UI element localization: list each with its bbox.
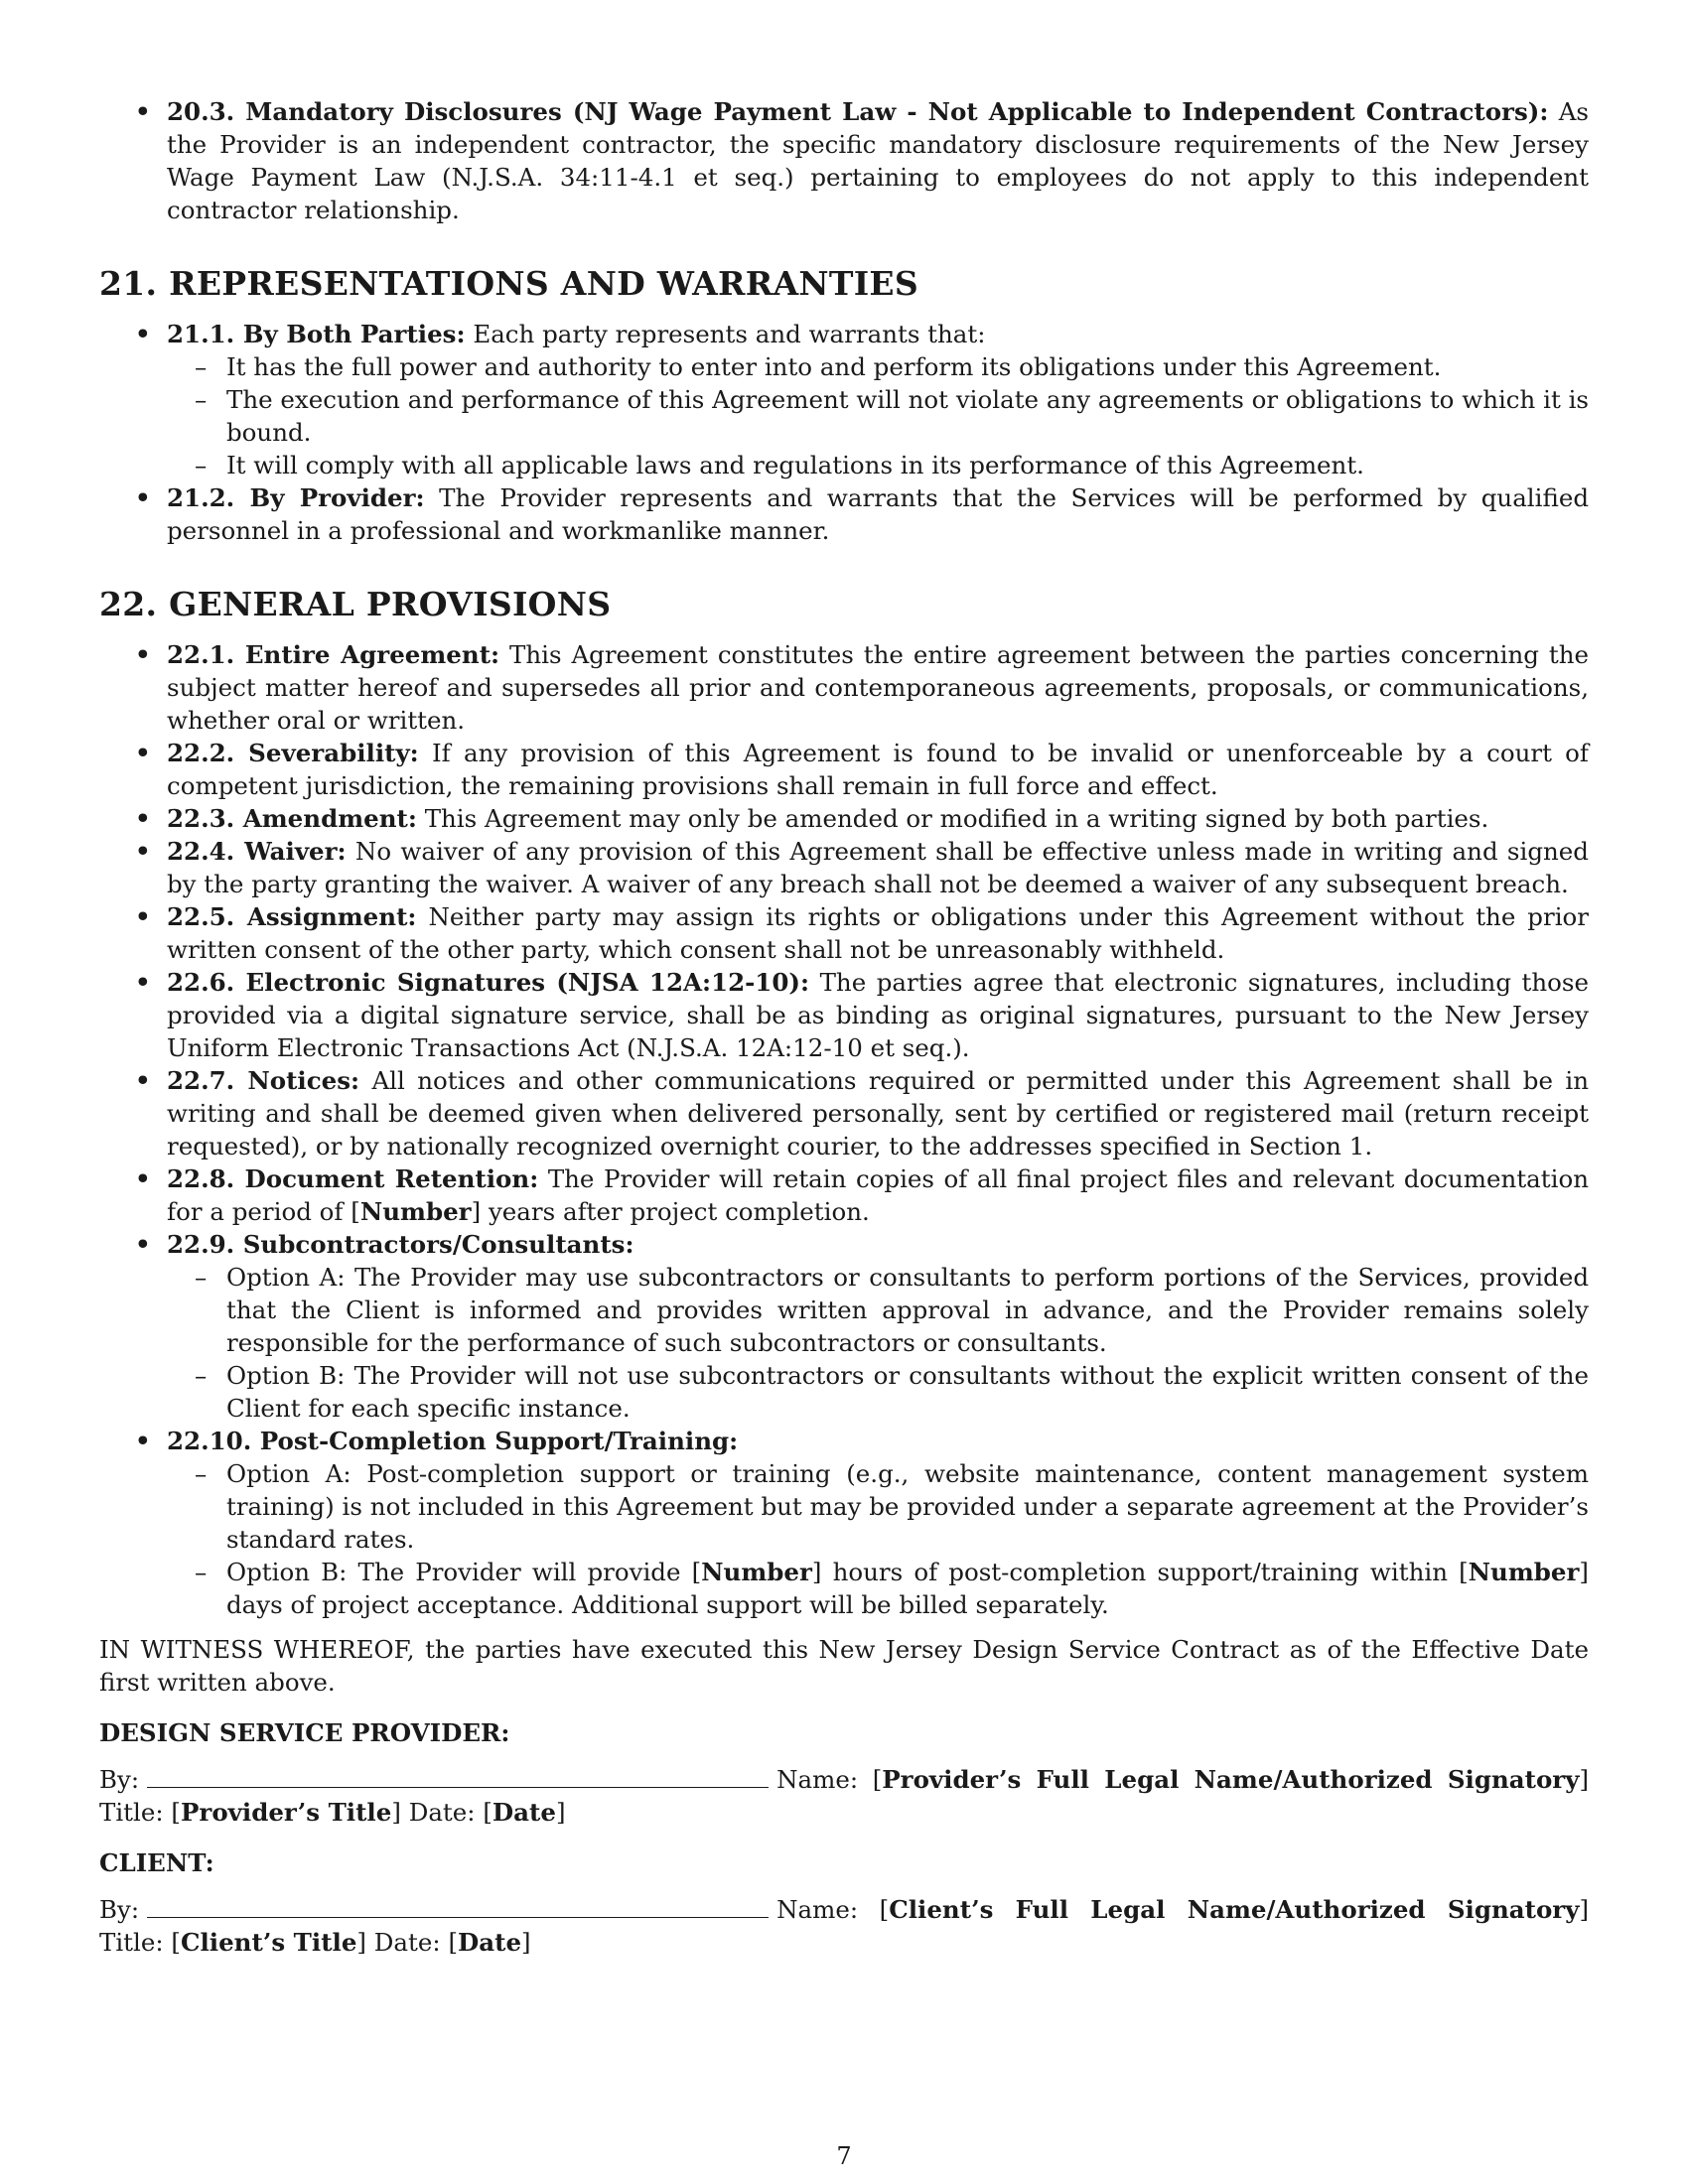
clause-22-3 [99,802,1589,835]
sub-item [99,383,1589,449]
sub-item-text: Option A: Post-completion support or training (e.g., website maintenance, content management system training) is not included in this Agreement but may be provided under a separate agreement at the Provider’s standard rates. [226,1459,1589,1554]
clause-title: 22.1. Entire Agreement: [167,640,500,669]
client-date-placeholder: Date [458,1928,522,1957]
close-bracket: ] [1579,1895,1589,1924]
clause-title: 22.10. Post-Completion Support/Training: [167,1427,739,1455]
provider-signature-line[interactable] [147,1763,769,1788]
clause-text: This Agreement constitutes the entire agreement between the parties concerning the subject matter hereof and supersedes all prior and contemporaneous agreements, proposals, or communications, whether oral or written. [167,640,1589,735]
open-bracket: [ [448,1928,458,1957]
dash: – [195,385,208,414]
clause-title: 21.2. By Provider: [167,483,425,512]
clause-text: This Agreement may only be amended or modified in a writing signed by both parties. [424,804,1489,833]
sub-item [99,1457,1589,1556]
clause-text: Neither party may assign its rights or obligations under this Agreement without the prior written consent of the other party, which consent shall not be unreasonably withheld. [167,902,1590,964]
provider-title-placeholder: Provider’s Title [180,1798,392,1827]
placeholder-number: Number [1468,1558,1580,1586]
sub-item [99,350,1589,383]
dash: – [195,1263,208,1292]
bullet: • [135,739,151,767]
client-title-placeholder: Client’s Title [180,1928,357,1957]
bullet: • [135,1066,151,1095]
clause-22-10 [99,1425,1589,1457]
clause-title: 20.3. Mandatory Disclosures (NJ Wage Payment Law - Not Applicable to Independent Contractors): [167,97,1549,126]
clause-title: 22.7. Notices: [167,1066,360,1095]
clause-title: 22.3. Amendment: [167,804,417,833]
clause-title: 22.6. Electronic Signatures (NJSA 12A:12-10): [167,968,810,997]
provider-name-placeholder: Provider’s Full Legal Name/Authorized Signatory [882,1765,1580,1794]
sub-item-text: ] days of project acceptance. Additional support will be billed separately. [226,1558,1589,1619]
date-label: Date: [373,1928,441,1957]
document-page [99,95,1589,1959]
open-bracket: [ [879,1895,890,1924]
dash: – [195,1558,208,1586]
close-bracket: ] [391,1798,401,1827]
close-bracket: ] [1579,1765,1589,1794]
bullet: • [135,640,151,669]
clause-title: 21.1. By Both Parties: [167,320,466,348]
section-heading-22: 22. GENERAL PROVISIONS [99,585,612,623]
bullet: • [135,483,151,512]
bullet: • [135,97,151,126]
bullet: • [135,968,151,997]
name-label: Name: [776,1895,859,1924]
sub-item [99,1359,1589,1425]
clause-22-6 [99,966,1589,1064]
clause-text: If any provision of this Agreement is found to be invalid or unenforceable by a court of competent jurisdiction, the remaining provisions shall remain in full force and effect. [167,739,1589,800]
name-label: Name: [776,1765,859,1794]
clause-text: No waiver of any provision of this Agreement shall be effective unless made in writing and signed by the party granting the waiver. A waiver of any breach shall not be deemed a waiver of any subsequent breach. [167,837,1589,898]
bullet: • [135,902,151,931]
open-bracket: [ [483,1798,492,1827]
sub-item [99,1261,1589,1359]
clause-22-1 [99,638,1589,737]
client-signature-block [99,1893,1589,1959]
clause-title: 22.2. Severability: [167,739,419,767]
clause-text: The Provider represents and warrants that the Services will be performed by qualified personnel in a professional and workmanlike manner. [167,483,1589,545]
close-bracket: ] [521,1928,531,1957]
sub-item-text: ] hours of post-completion support/training within [ [811,1558,1469,1586]
title-label: Title: [99,1928,164,1957]
by-label: By: [99,1765,140,1794]
bullet: • [135,837,151,866]
sub-item-text: It will comply with all applicable laws and regulations in its performance of this Agreement. [226,451,1364,479]
open-bracket: [ [872,1765,883,1794]
witness-statement: IN WITNESS WHEREOF, the parties have executed this New Jersey Design Service Contract as of the Effective Date first written above. [99,1635,1589,1697]
dash: – [195,1361,208,1390]
sub-item [99,449,1589,481]
title-label: Title: [99,1798,164,1827]
sub-item-text: Option B: The Provider will provide [ [226,1558,702,1586]
client-heading: CLIENT: [99,1848,214,1877]
by-label: By: [99,1895,140,1924]
clause-20-3 [99,95,1589,226]
clause-21-1 [99,318,1589,350]
clause-text: As the Provider is an independent contractor, the specific mandatory disclosure requirements of the New Jersey Wage Payment Law (N.J.S.A. 34:11-4.1 et seq.) pertaining to employees do not apply to this independent contractor relationship. [167,97,1589,224]
clause-22-8 [99,1162,1589,1228]
clause-title: 22.5. Assignment: [167,902,417,931]
client-name-placeholder: Client’s Full Legal Name/Authorized Signatory [889,1895,1580,1924]
provider-heading: DESIGN SERVICE PROVIDER: [99,1718,510,1747]
clause-title: 22.8. Document Retention: [167,1164,539,1193]
clause-22-7 [99,1064,1589,1162]
open-bracket: [ [171,1928,181,1957]
provider-signature-block [99,1763,1589,1829]
close-bracket: ] [356,1928,366,1957]
date-label: Date: [408,1798,476,1827]
placeholder-number: Number [701,1558,812,1586]
clause-21-2 [99,481,1589,547]
sub-item-text: Option B: The Provider will not use subcontractors or consultants without the explicit written consent of the Client for each specific instance. [226,1361,1589,1423]
clause-text: The Provider will retain copies of all final project files and relevant documentation for a period of [ [167,1164,1589,1226]
bullet: • [135,1427,151,1455]
clause-text: Each party represents and warrants that: [473,320,986,348]
dash: – [195,451,208,479]
clause-title: 22.9. Subcontractors/Consultants: [167,1230,634,1259]
page-number: 7 [836,2142,852,2170]
sub-item [99,1556,1589,1621]
clause-22-5 [99,900,1589,966]
placeholder-number: Number [359,1197,472,1226]
clause-text: All notices and other communications required or permitted under this Agreement shall be in writing and shall be deemed given when delivered personally, sent by certified or registered mail (return receipt requested), or by nationally recognized overnight courier, to the addresses specified in Section 1. [167,1066,1589,1160]
section-heading-21: 21. REPRESENTATIONS AND WARRANTIES [99,264,919,303]
dash: – [195,352,208,381]
open-bracket: [ [171,1798,181,1827]
clause-22-2 [99,737,1589,802]
bullet: • [135,804,151,833]
clause-22-9 [99,1228,1589,1261]
clause-title: 22.4. Waiver: [167,837,347,866]
clause-text: ] years after project completion. [471,1197,870,1226]
close-bracket: ] [555,1798,566,1827]
client-signature-line[interactable] [147,1893,769,1918]
sub-item-text: Option A: The Provider may use subcontractors or consultants to perform portions of the Services, provided that the Client is informed and provides written approval in advance, and the Provider remains solely responsible for the performance of such subcontractors or consultants. [226,1263,1589,1357]
bullet: • [135,320,151,348]
dash: – [195,1459,208,1488]
clause-22-4 [99,835,1589,900]
clause-text: The parties agree that electronic signatures, including those provided via a digital signature service, shall be as binding as original signatures, pursuant to the New Jersey Uniform Electronic Transactions Act (N.J.S.A. 12A:12-10 et seq.). [167,968,1589,1062]
sub-item-text: It has the full power and authority to enter into and perform its obligations under this Agreement. [226,352,1442,381]
bullet: • [135,1230,151,1259]
sub-item-text: The execution and performance of this Agreement will not violate any agreements or obligations to which it is bound. [226,385,1589,447]
provider-date-placeholder: Date [492,1798,556,1827]
bullet: • [135,1164,151,1193]
